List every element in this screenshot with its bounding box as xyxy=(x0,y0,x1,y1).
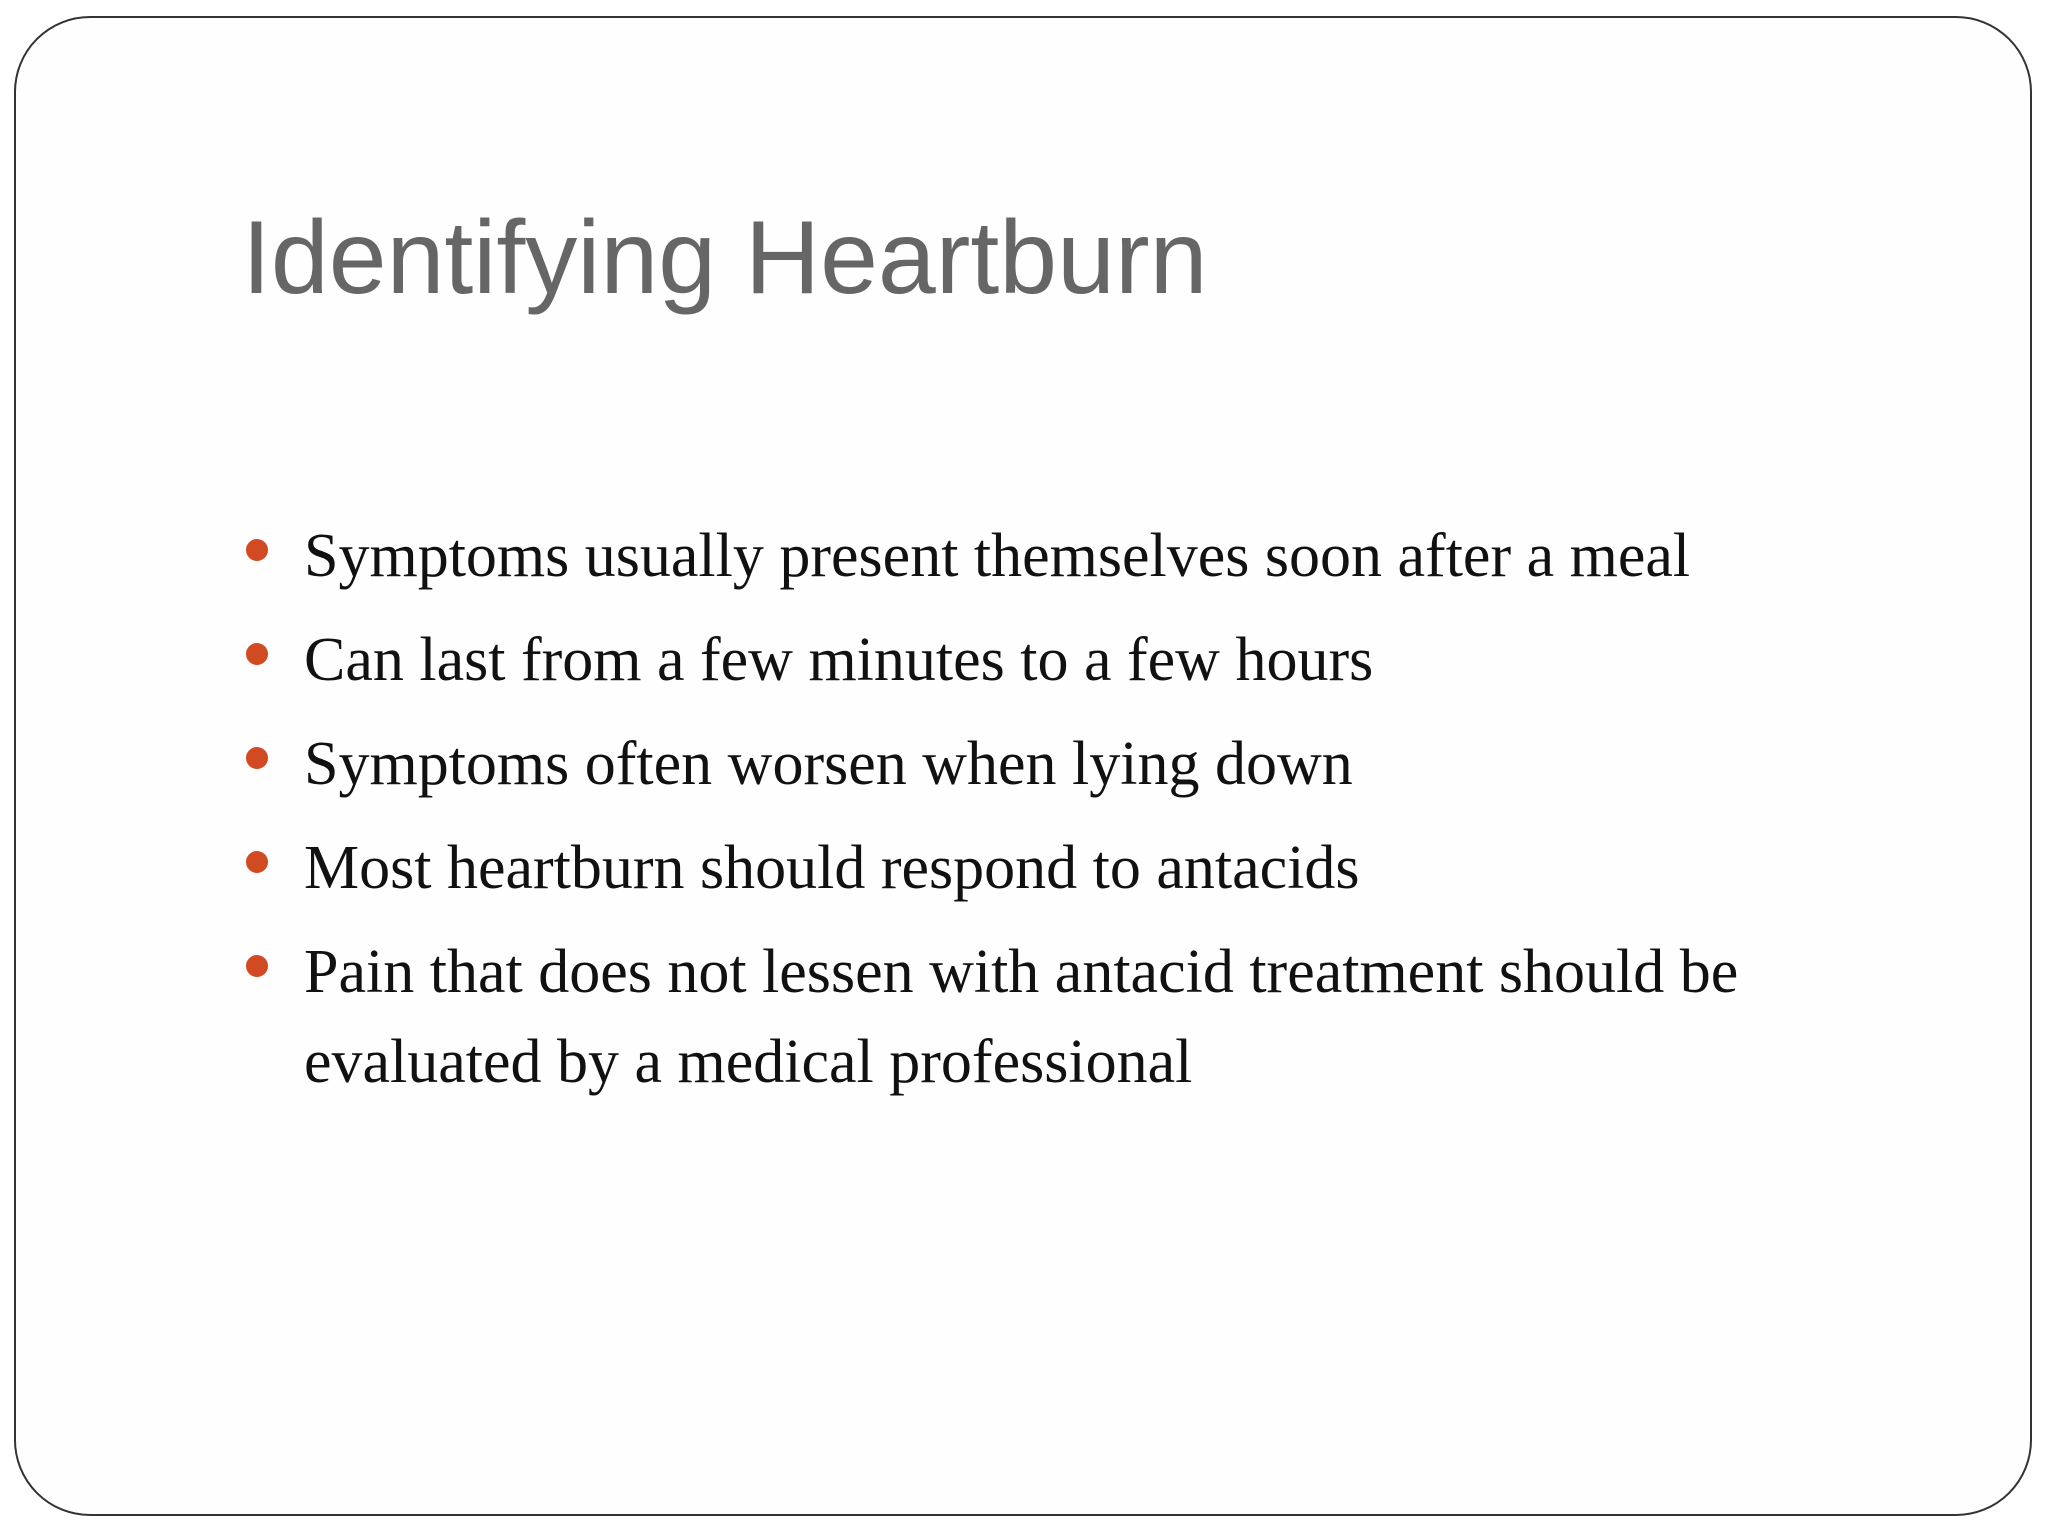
bullet-item xyxy=(242,823,1882,913)
bullet-item xyxy=(242,719,1882,809)
slide-frame xyxy=(14,16,2032,1516)
bullet-item xyxy=(242,927,1882,1107)
bullet-list xyxy=(242,511,1882,1121)
bullet-dot-icon xyxy=(246,747,268,769)
bullet-dot-icon xyxy=(246,851,268,873)
bullet-item xyxy=(242,615,1882,705)
bullet-dot-icon xyxy=(246,539,268,561)
bullet-text: Symptoms often worsen when lying down xyxy=(304,730,1353,798)
bullet-dot-icon xyxy=(246,643,268,665)
slide-title: Identifying Heartburn xyxy=(242,200,1208,316)
bullet-text: Pain that does not lessen with antacid treatment should be evaluated by a medical professional xyxy=(304,938,1739,1096)
bullet-text: Most heartburn should respond to antacids xyxy=(304,834,1360,902)
bullet-text: Can last from a few minutes to a few hours xyxy=(304,626,1374,694)
bullet-text: Symptoms usually present themselves soon after a meal xyxy=(304,522,1691,590)
bullet-item xyxy=(242,511,1882,601)
bullet-dot-icon xyxy=(246,955,268,977)
